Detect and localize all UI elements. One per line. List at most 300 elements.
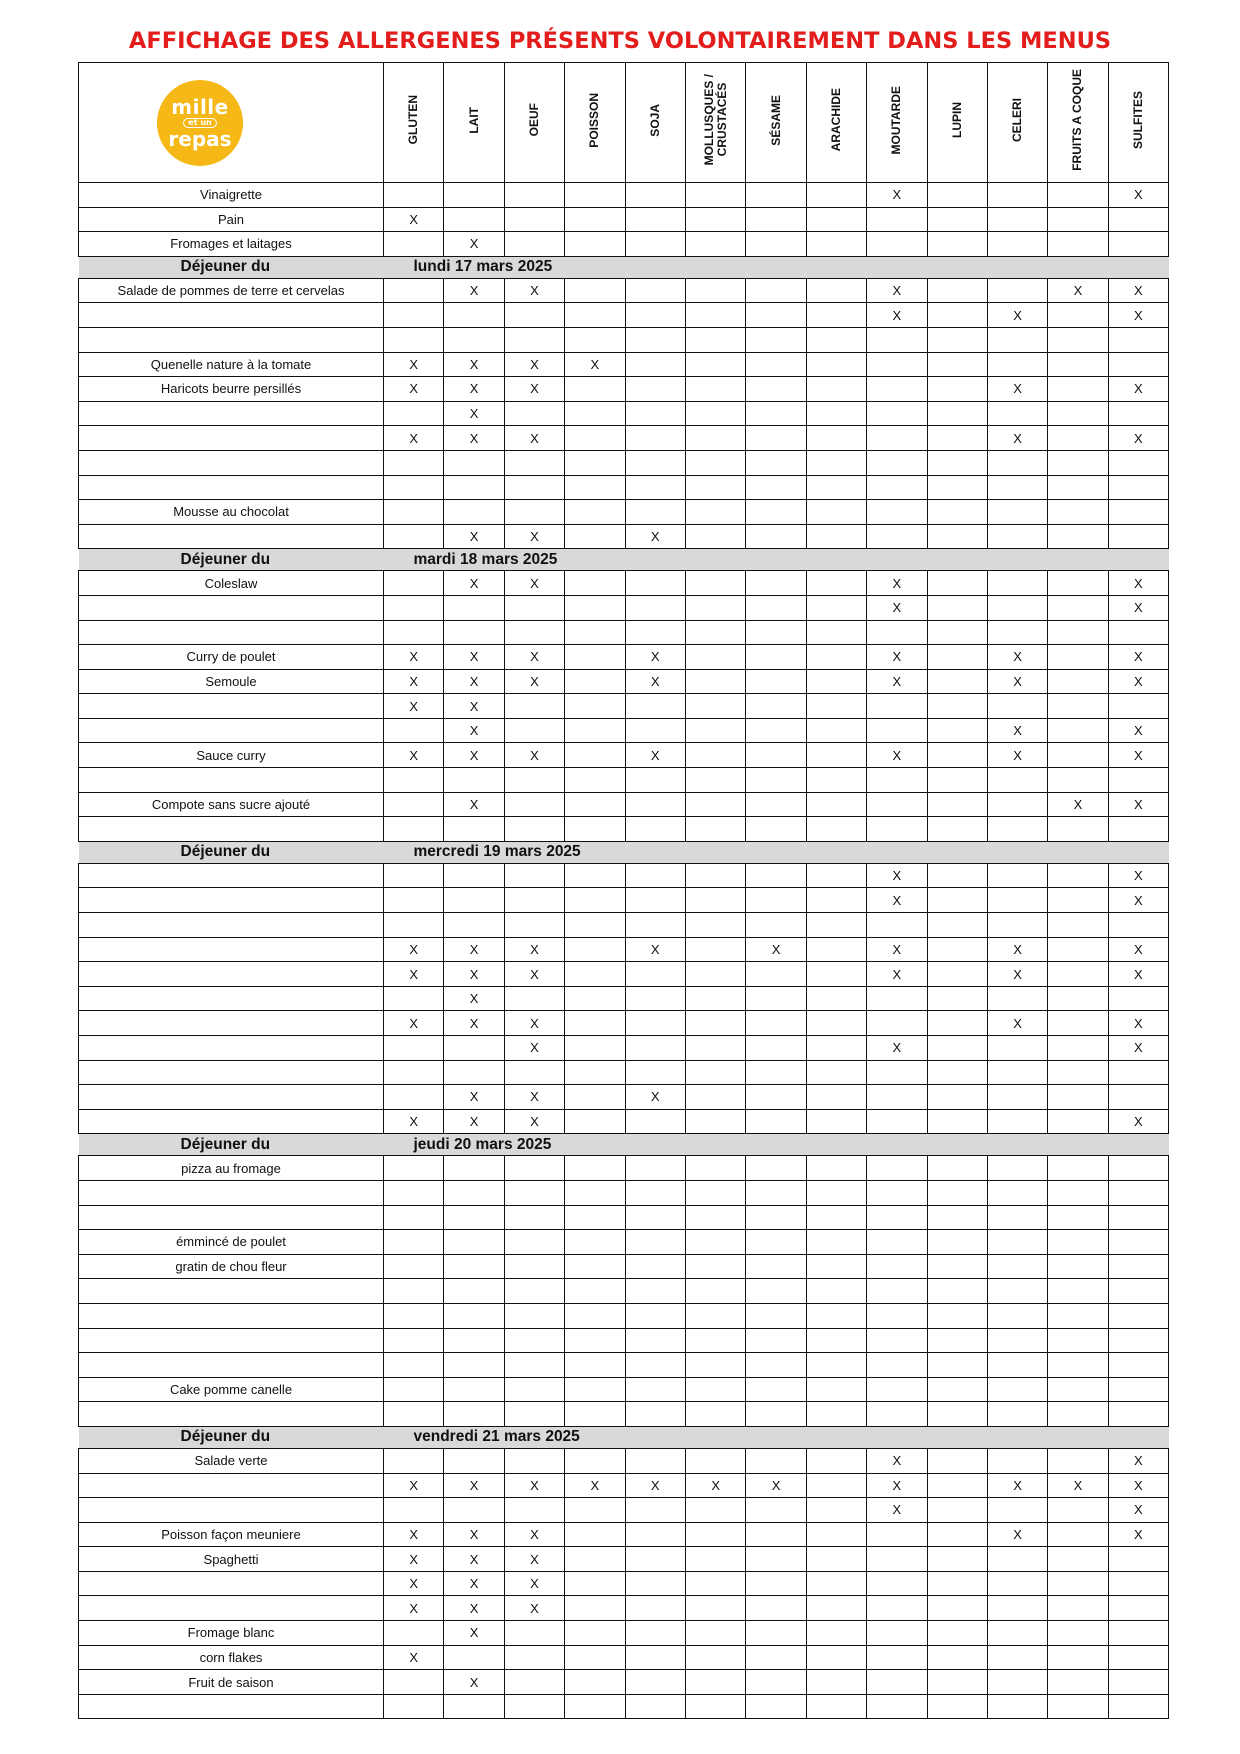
allergen-cell bbox=[384, 450, 444, 475]
allergen-cell bbox=[384, 1498, 444, 1523]
allergen-mark: X bbox=[1108, 962, 1168, 987]
allergen-cell bbox=[927, 426, 987, 451]
allergen-cell bbox=[746, 1645, 806, 1670]
allergen-mark: X bbox=[444, 1621, 504, 1646]
allergen-cell bbox=[927, 377, 987, 402]
allergen-cell bbox=[927, 986, 987, 1011]
allergen-mark: X bbox=[625, 1085, 685, 1110]
allergen-mark: X bbox=[504, 571, 564, 596]
table-row bbox=[79, 962, 1169, 987]
dish-name bbox=[79, 888, 384, 913]
allergen-mark: X bbox=[867, 571, 927, 596]
allergen-cell bbox=[565, 1377, 625, 1402]
allergen-cell bbox=[685, 792, 745, 817]
allergen-cell bbox=[987, 1036, 1047, 1061]
allergen-cell bbox=[987, 1670, 1047, 1695]
dish-name bbox=[79, 1085, 384, 1110]
day-header-row bbox=[79, 256, 1169, 278]
allergen-mark: X bbox=[746, 1473, 806, 1498]
allergen-cell bbox=[1048, 1498, 1108, 1523]
allergen-cell bbox=[927, 694, 987, 719]
allergen-header bbox=[384, 63, 444, 183]
day-date: mercredi 19 mars 2025 bbox=[384, 841, 626, 863]
allergen-cell bbox=[625, 1060, 685, 1085]
table-row bbox=[79, 571, 1169, 596]
allergen-cell bbox=[746, 1156, 806, 1181]
day-header-filler bbox=[625, 1426, 1169, 1448]
allergen-cell bbox=[1108, 620, 1168, 645]
allergen-cell bbox=[565, 595, 625, 620]
allergen-cell bbox=[444, 620, 504, 645]
allergen-cell bbox=[504, 500, 564, 525]
allergen-cell bbox=[927, 500, 987, 525]
allergen-mark: X bbox=[565, 1473, 625, 1498]
allergen-mark: X bbox=[444, 937, 504, 962]
allergen-cell bbox=[927, 1498, 987, 1523]
allergen-cell bbox=[444, 913, 504, 938]
dish-name bbox=[79, 450, 384, 475]
allergen-cell bbox=[927, 1036, 987, 1061]
allergen-cell bbox=[625, 1547, 685, 1572]
allergen-cell bbox=[746, 962, 806, 987]
allergen-cell bbox=[565, 1205, 625, 1230]
allergen-cell bbox=[987, 232, 1047, 257]
allergen-cell bbox=[746, 278, 806, 303]
allergen-cell bbox=[806, 207, 866, 232]
allergen-mark: X bbox=[987, 377, 1047, 402]
allergen-cell bbox=[1108, 1645, 1168, 1670]
allergen-cell bbox=[1108, 450, 1168, 475]
allergen-cell bbox=[867, 1279, 927, 1304]
allergen-mark: X bbox=[987, 1522, 1047, 1547]
allergen-mark: X bbox=[1108, 1109, 1168, 1134]
allergen-cell bbox=[987, 986, 1047, 1011]
allergen-mark: X bbox=[504, 1011, 564, 1036]
dish-name bbox=[79, 694, 384, 719]
logo-text-repas: repas bbox=[168, 126, 232, 151]
allergen-cell bbox=[625, 863, 685, 888]
allergen-mark: X bbox=[1108, 718, 1168, 743]
allergen-cell bbox=[504, 1377, 564, 1402]
allergen-cell bbox=[927, 669, 987, 694]
allergen-cell bbox=[1108, 1547, 1168, 1572]
allergen-cell bbox=[867, 817, 927, 842]
allergen-cell bbox=[685, 1402, 745, 1427]
allergen-cell bbox=[987, 401, 1047, 426]
allergen-cell bbox=[685, 1621, 745, 1646]
allergen-cell bbox=[504, 1156, 564, 1181]
allergen-cell bbox=[927, 595, 987, 620]
table-row bbox=[79, 1011, 1169, 1036]
allergen-cell bbox=[685, 377, 745, 402]
allergen-mark: X bbox=[1108, 863, 1168, 888]
logo-text-mille: mille bbox=[171, 94, 229, 119]
table-row bbox=[79, 888, 1169, 913]
allergen-cell bbox=[625, 327, 685, 352]
allergen-cell bbox=[565, 183, 625, 208]
allergen-mark: X bbox=[867, 669, 927, 694]
allergen-cell bbox=[927, 1448, 987, 1473]
allergen-header bbox=[625, 63, 685, 183]
table-row bbox=[79, 694, 1169, 719]
dish-name bbox=[79, 524, 384, 549]
allergen-cell bbox=[927, 962, 987, 987]
allergen-mark: X bbox=[1108, 888, 1168, 913]
allergen-cell bbox=[1108, 1205, 1168, 1230]
dish-name: Salade verte bbox=[79, 1448, 384, 1473]
allergen-cell bbox=[987, 1180, 1047, 1205]
allergen-cell bbox=[384, 1156, 444, 1181]
allergen-cell bbox=[806, 743, 866, 768]
allergen-cell bbox=[987, 1060, 1047, 1085]
allergen-mark: X bbox=[444, 232, 504, 257]
logo-text-et-un: et un bbox=[183, 118, 216, 128]
allergen-cell bbox=[746, 1694, 806, 1719]
allergen-cell bbox=[1108, 207, 1168, 232]
dish-name bbox=[79, 937, 384, 962]
allergen-cell bbox=[685, 863, 745, 888]
allergen-cell bbox=[685, 1205, 745, 1230]
allergen-mark: X bbox=[504, 937, 564, 962]
table-row bbox=[79, 1547, 1169, 1572]
allergen-cell bbox=[867, 1230, 927, 1255]
allergen-cell bbox=[565, 1230, 625, 1255]
allergen-cell bbox=[625, 792, 685, 817]
allergen-cell bbox=[504, 1694, 564, 1719]
allergen-cell bbox=[746, 863, 806, 888]
table-row bbox=[79, 1377, 1169, 1402]
allergen-cell bbox=[867, 1694, 927, 1719]
allergen-cell bbox=[746, 183, 806, 208]
allergen-cell bbox=[685, 426, 745, 451]
allergen-cell bbox=[565, 1279, 625, 1304]
allergen-cell bbox=[746, 1205, 806, 1230]
allergen-mark: X bbox=[867, 303, 927, 328]
allergen-mark: X bbox=[1108, 303, 1168, 328]
allergen-cell bbox=[625, 1011, 685, 1036]
allergen-mark: X bbox=[444, 694, 504, 719]
allergen-mark: X bbox=[1108, 1011, 1168, 1036]
allergen-cell bbox=[565, 1498, 625, 1523]
allergen-cell bbox=[746, 524, 806, 549]
allergen-cell bbox=[867, 352, 927, 377]
allergen-cell bbox=[746, 303, 806, 328]
allergen-cell bbox=[625, 1180, 685, 1205]
allergen-cell bbox=[806, 718, 866, 743]
allergen-cell bbox=[444, 450, 504, 475]
dish-name bbox=[79, 1402, 384, 1427]
allergen-cell bbox=[867, 1353, 927, 1378]
allergen-cell bbox=[927, 1328, 987, 1353]
allergen-cell bbox=[867, 1377, 927, 1402]
allergen-mark: X bbox=[384, 1109, 444, 1134]
allergen-cell bbox=[384, 232, 444, 257]
dish-name: Compote sans sucre ajouté bbox=[79, 792, 384, 817]
allergen-cell bbox=[806, 620, 866, 645]
allergen-cell bbox=[565, 863, 625, 888]
allergen-cell bbox=[444, 595, 504, 620]
day-header-filler bbox=[625, 841, 1169, 863]
allergen-cell bbox=[625, 303, 685, 328]
allergen-mark: X bbox=[384, 377, 444, 402]
allergen-cell bbox=[625, 620, 685, 645]
allergen-cell bbox=[384, 1303, 444, 1328]
allergen-cell bbox=[867, 986, 927, 1011]
allergen-mark: X bbox=[867, 888, 927, 913]
allergen-cell bbox=[625, 352, 685, 377]
allergen-cell bbox=[806, 1109, 866, 1134]
allergen-cell bbox=[746, 645, 806, 670]
allergen-cell bbox=[1048, 1085, 1108, 1110]
table-row bbox=[79, 1180, 1169, 1205]
allergen-header bbox=[1108, 63, 1168, 183]
allergen-cell bbox=[806, 377, 866, 402]
allergen-cell bbox=[746, 595, 806, 620]
allergen-cell bbox=[746, 1303, 806, 1328]
allergen-cell bbox=[625, 962, 685, 987]
allergen-cell bbox=[806, 500, 866, 525]
allergen-cell bbox=[625, 475, 685, 500]
allergen-cell bbox=[444, 863, 504, 888]
allergen-header-label: LUPIN bbox=[949, 102, 964, 138]
allergen-cell bbox=[685, 1571, 745, 1596]
allergen-cell bbox=[625, 694, 685, 719]
allergen-mark: X bbox=[384, 743, 444, 768]
allergen-cell bbox=[685, 1670, 745, 1695]
allergen-cell bbox=[625, 888, 685, 913]
table-row bbox=[79, 669, 1169, 694]
allergen-cell bbox=[806, 1670, 866, 1695]
table-row bbox=[79, 183, 1169, 208]
allergen-cell bbox=[927, 1279, 987, 1304]
table-row bbox=[79, 303, 1169, 328]
allergen-cell bbox=[565, 986, 625, 1011]
allergen-cell bbox=[565, 1448, 625, 1473]
allergen-cell bbox=[1108, 327, 1168, 352]
table-row bbox=[79, 1402, 1169, 1427]
allergen-cell bbox=[987, 524, 1047, 549]
allergen-cell bbox=[685, 913, 745, 938]
dish-name: Quenelle nature à la tomate bbox=[79, 352, 384, 377]
allergen-cell bbox=[685, 1547, 745, 1572]
allergen-header bbox=[806, 63, 866, 183]
table-row bbox=[79, 207, 1169, 232]
allergen-mark: X bbox=[1048, 278, 1108, 303]
allergen-cell bbox=[444, 1230, 504, 1255]
allergen-cell bbox=[927, 1011, 987, 1036]
allergen-cell bbox=[384, 1036, 444, 1061]
allergen-cell bbox=[987, 500, 1047, 525]
allergen-cell bbox=[685, 937, 745, 962]
allergen-cell bbox=[384, 1060, 444, 1085]
allergen-cell bbox=[987, 1328, 1047, 1353]
allergen-mark: X bbox=[504, 645, 564, 670]
allergen-cell bbox=[685, 1060, 745, 1085]
allergen-cell bbox=[927, 1377, 987, 1402]
allergen-cell bbox=[806, 1205, 866, 1230]
allergen-cell bbox=[504, 303, 564, 328]
allergen-cell bbox=[867, 1621, 927, 1646]
allergen-cell bbox=[746, 352, 806, 377]
allergen-cell bbox=[444, 1402, 504, 1427]
allergen-cell bbox=[746, 1571, 806, 1596]
allergen-cell bbox=[806, 327, 866, 352]
allergen-cell bbox=[746, 913, 806, 938]
allergen-cell bbox=[504, 1230, 564, 1255]
allergen-cell bbox=[867, 232, 927, 257]
allergen-cell bbox=[1048, 1353, 1108, 1378]
allergen-cell bbox=[625, 1596, 685, 1621]
allergen-mark: X bbox=[384, 962, 444, 987]
table-row bbox=[79, 450, 1169, 475]
allergen-cell bbox=[1048, 1303, 1108, 1328]
allergen-cell bbox=[685, 817, 745, 842]
allergen-mark: X bbox=[444, 1473, 504, 1498]
allergen-cell bbox=[746, 1522, 806, 1547]
allergen-cell bbox=[685, 232, 745, 257]
allergen-cell bbox=[1108, 1279, 1168, 1304]
allergen-cell bbox=[987, 1547, 1047, 1572]
dish-name: émmincé de poulet bbox=[79, 1230, 384, 1255]
allergen-cell bbox=[565, 1180, 625, 1205]
allergen-mark: X bbox=[504, 1571, 564, 1596]
allergen-header bbox=[746, 63, 806, 183]
allergen-cell bbox=[1048, 743, 1108, 768]
allergen-cell bbox=[927, 1473, 987, 1498]
allergen-cell bbox=[867, 1522, 927, 1547]
allergen-cell bbox=[685, 500, 745, 525]
allergen-cell bbox=[685, 352, 745, 377]
allergen-cell bbox=[565, 500, 625, 525]
allergen-cell bbox=[1108, 1596, 1168, 1621]
allergen-cell bbox=[746, 1448, 806, 1473]
allergen-mark: X bbox=[987, 962, 1047, 987]
allergen-cell bbox=[806, 571, 866, 596]
table-row bbox=[79, 278, 1169, 303]
allergen-mark: X bbox=[384, 645, 444, 670]
allergen-header-label: POISSON bbox=[587, 92, 602, 148]
allergen-cell bbox=[444, 817, 504, 842]
allergen-cell bbox=[444, 768, 504, 793]
dish-name: corn flakes bbox=[79, 1645, 384, 1670]
dish-name bbox=[79, 426, 384, 451]
allergen-cell bbox=[987, 1448, 1047, 1473]
allergen-cell bbox=[806, 278, 866, 303]
allergen-mark: X bbox=[1108, 1498, 1168, 1523]
allergen-mark: X bbox=[444, 571, 504, 596]
dish-name bbox=[79, 1694, 384, 1719]
allergen-cell bbox=[685, 303, 745, 328]
allergen-cell bbox=[685, 327, 745, 352]
allergen-cell bbox=[806, 1060, 866, 1085]
allergen-mark: X bbox=[444, 524, 504, 549]
allergen-cell bbox=[565, 937, 625, 962]
allergen-cell bbox=[987, 1279, 1047, 1304]
allergen-cell bbox=[927, 183, 987, 208]
allergen-mark: X bbox=[384, 1522, 444, 1547]
allergen-cell bbox=[565, 232, 625, 257]
allergen-cell bbox=[625, 986, 685, 1011]
allergen-cell bbox=[625, 1402, 685, 1427]
allergen-cell bbox=[1048, 718, 1108, 743]
allergen-cell bbox=[625, 1303, 685, 1328]
allergen-cell bbox=[1048, 1448, 1108, 1473]
allergen-cell bbox=[806, 1353, 866, 1378]
allergen-cell bbox=[867, 450, 927, 475]
day-date: lundi 17 mars 2025 bbox=[384, 256, 626, 278]
dish-name: Fruit de saison bbox=[79, 1670, 384, 1695]
allergen-cell bbox=[685, 645, 745, 670]
table-row bbox=[79, 792, 1169, 817]
allergen-cell bbox=[384, 913, 444, 938]
allergen-cell bbox=[384, 1353, 444, 1378]
allergen-cell bbox=[625, 1328, 685, 1353]
dish-name bbox=[79, 1571, 384, 1596]
allergen-cell bbox=[444, 207, 504, 232]
allergen-mark: X bbox=[444, 278, 504, 303]
allergen-cell bbox=[1048, 1645, 1108, 1670]
allergen-cell bbox=[987, 792, 1047, 817]
allergen-cell bbox=[1108, 1402, 1168, 1427]
dish-name bbox=[79, 1498, 384, 1523]
dish-name bbox=[79, 1473, 384, 1498]
allergen-mark: X bbox=[867, 1498, 927, 1523]
allergen-cell bbox=[384, 1180, 444, 1205]
allergen-cell bbox=[867, 207, 927, 232]
allergen-cell bbox=[625, 1571, 685, 1596]
allergen-cell bbox=[504, 817, 564, 842]
allergen-cell bbox=[1108, 1328, 1168, 1353]
allergen-cell bbox=[987, 1596, 1047, 1621]
allergen-mark: X bbox=[504, 1596, 564, 1621]
dish-name bbox=[79, 620, 384, 645]
allergen-cell bbox=[806, 986, 866, 1011]
allergen-mark: X bbox=[504, 278, 564, 303]
allergen-mark: X bbox=[444, 1522, 504, 1547]
allergen-cell bbox=[384, 620, 444, 645]
allergen-cell bbox=[867, 1596, 927, 1621]
allergen-cell bbox=[927, 571, 987, 596]
allergen-mark: X bbox=[1108, 669, 1168, 694]
allergen-cell bbox=[1048, 327, 1108, 352]
allergen-cell bbox=[384, 475, 444, 500]
allergen-cell bbox=[685, 475, 745, 500]
allergen-mark: X bbox=[1108, 426, 1168, 451]
allergen-cell bbox=[1108, 768, 1168, 793]
allergen-mark: X bbox=[504, 426, 564, 451]
table-row bbox=[79, 1645, 1169, 1670]
allergen-cell bbox=[1048, 207, 1108, 232]
allergen-cell bbox=[806, 1473, 866, 1498]
allergen-cell bbox=[806, 1279, 866, 1304]
table-row bbox=[79, 595, 1169, 620]
allergen-cell bbox=[565, 1596, 625, 1621]
table-row bbox=[79, 1448, 1169, 1473]
allergen-cell bbox=[384, 571, 444, 596]
dish-name bbox=[79, 1279, 384, 1304]
allergen-cell bbox=[384, 1402, 444, 1427]
allergen-mark: X bbox=[504, 1109, 564, 1134]
allergen-cell bbox=[927, 401, 987, 426]
allergen-cell bbox=[504, 401, 564, 426]
table-row bbox=[79, 1085, 1169, 1110]
allergen-cell bbox=[444, 475, 504, 500]
allergen-cell bbox=[987, 1377, 1047, 1402]
table-row bbox=[79, 426, 1169, 451]
dish-name: Salade de pommes de terre et cervelas bbox=[79, 278, 384, 303]
allergen-cell bbox=[685, 1011, 745, 1036]
allergen-cell bbox=[685, 1085, 745, 1110]
